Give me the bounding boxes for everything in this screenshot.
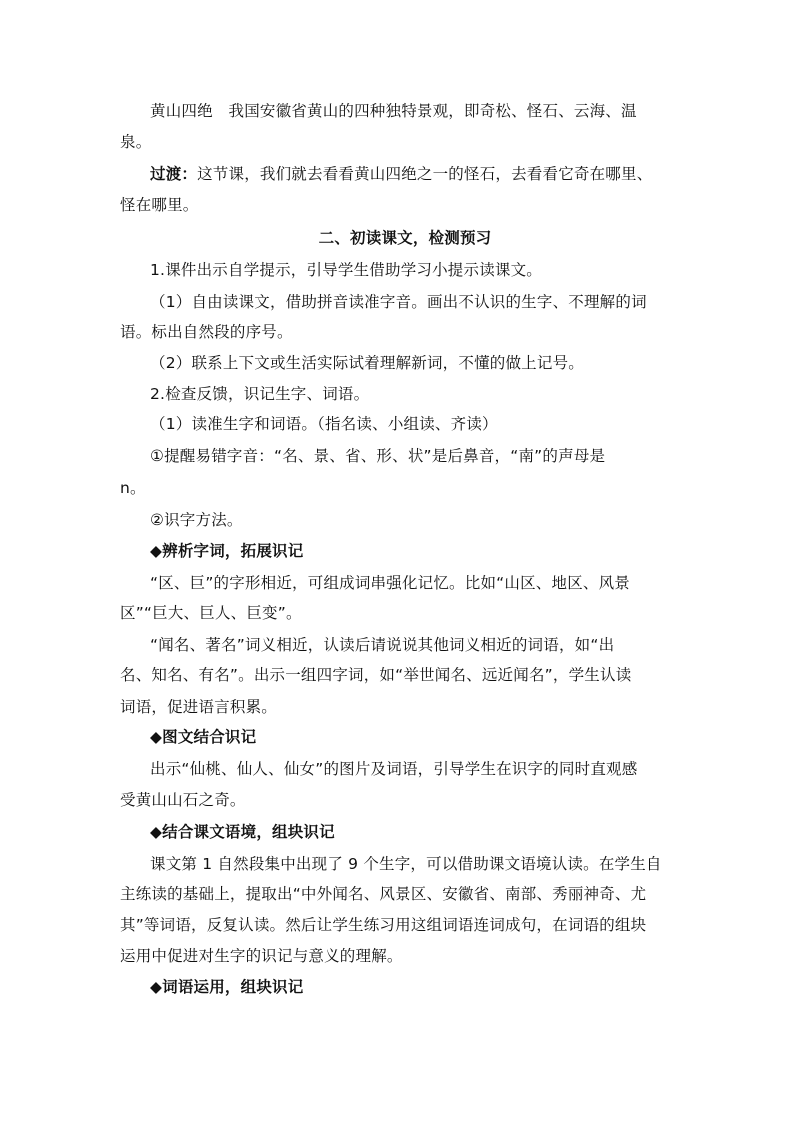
paragraph-huangshan-line-1: 黄山四绝 我国安徽省黄山的四种独特景观，即奇松、怪石、云海、温 [150, 102, 637, 120]
tip-1-line-1: ①提醒易错字音：“名、景、省、形、状”是后鼻音，“南”的声母是 [150, 447, 606, 465]
yujing-para-line-3: 其”等词语，反复认读。然后让学生练习用这组词语连词成句，在词语的组块 [120, 916, 647, 934]
transition-label: 过渡： [150, 165, 198, 183]
transition-line-1 [150, 164, 710, 184]
bianxi-para-1-line-1: “区、巨”的字形相近，可组成词串强化记忆。比如“山区、地区、风景 [150, 574, 630, 592]
tuwen-para-line-2: 受黄山山石之奇。 [120, 791, 246, 809]
paragraph-huangshan-line-2: 泉。 [120, 133, 152, 151]
step-1a-line-1: （1）自由读课文，借助拼音读准字音。画出不认识的生字、不理解的词 [150, 293, 647, 311]
tip-1-line-2: n。 [120, 479, 146, 497]
yujing-para-line-1: 课文第 1 自然段集中出现了 9 个生字，可以借助课文语境认读。在学生自 [150, 855, 662, 873]
tuwen-para-line-1: 出示“仙桃、仙人、仙女”的图片及词语，引导学生在识字的同时直观感 [150, 760, 638, 778]
heading-bianxi: ◆辨析字词，拓展识记 [150, 541, 304, 560]
transition-text: 这节课，我们就去看看黄山四绝之一的怪石，去看看它奇在哪里、 [197, 165, 653, 183]
step-1b: （2）联系上下文或生活实际试着理解新词，不懂的做上记号。 [150, 354, 584, 372]
yujing-para-line-4: 运用中促进对生字的识记与意义的理解。 [120, 947, 403, 965]
bianxi-para-2-line-1: “闻名、著名”词义相近，认读后请说说其他词义相近的词语，如“出 [150, 636, 615, 654]
step-1: 1.课件出示自学提示，引导学生借助学习小提示读课文。 [150, 261, 542, 279]
heading-yunyong: ◆词语运用，组块识记 [150, 977, 304, 996]
step-2: 2.检查反馈，识记生字、词语。 [150, 385, 370, 403]
section-title: 二、初读课文，检测预习 [318, 229, 492, 247]
heading-tuwen: ◆图文结合识记 [150, 727, 257, 746]
transition-line-2: 怪在哪里。 [120, 196, 199, 214]
step-1a-line-2: 语。标出自然段的序号。 [120, 323, 293, 341]
bianxi-para-1-line-2: 区”“巨大、巨人、巨变”。 [120, 604, 302, 622]
yujing-para-line-2: 主练读的基础上，提取出“中外闻名、风景区、安徽省、南部、秀丽神奇、尤 [120, 885, 647, 903]
step-2a: （1）读准生字和词语。（指名读、小组读、齐读） [150, 415, 498, 433]
bianxi-para-2-line-2: 名、知名、有名”。出示一组四字词，如“举世闻名、远近闻名”，学生认读 [120, 666, 632, 684]
bianxi-para-2-line-3: 词语，促进语言积累。 [120, 698, 278, 716]
tip-2: ②识字方法。 [150, 511, 243, 529]
heading-yujing: ◆结合课文语境，组块识记 [150, 822, 335, 841]
